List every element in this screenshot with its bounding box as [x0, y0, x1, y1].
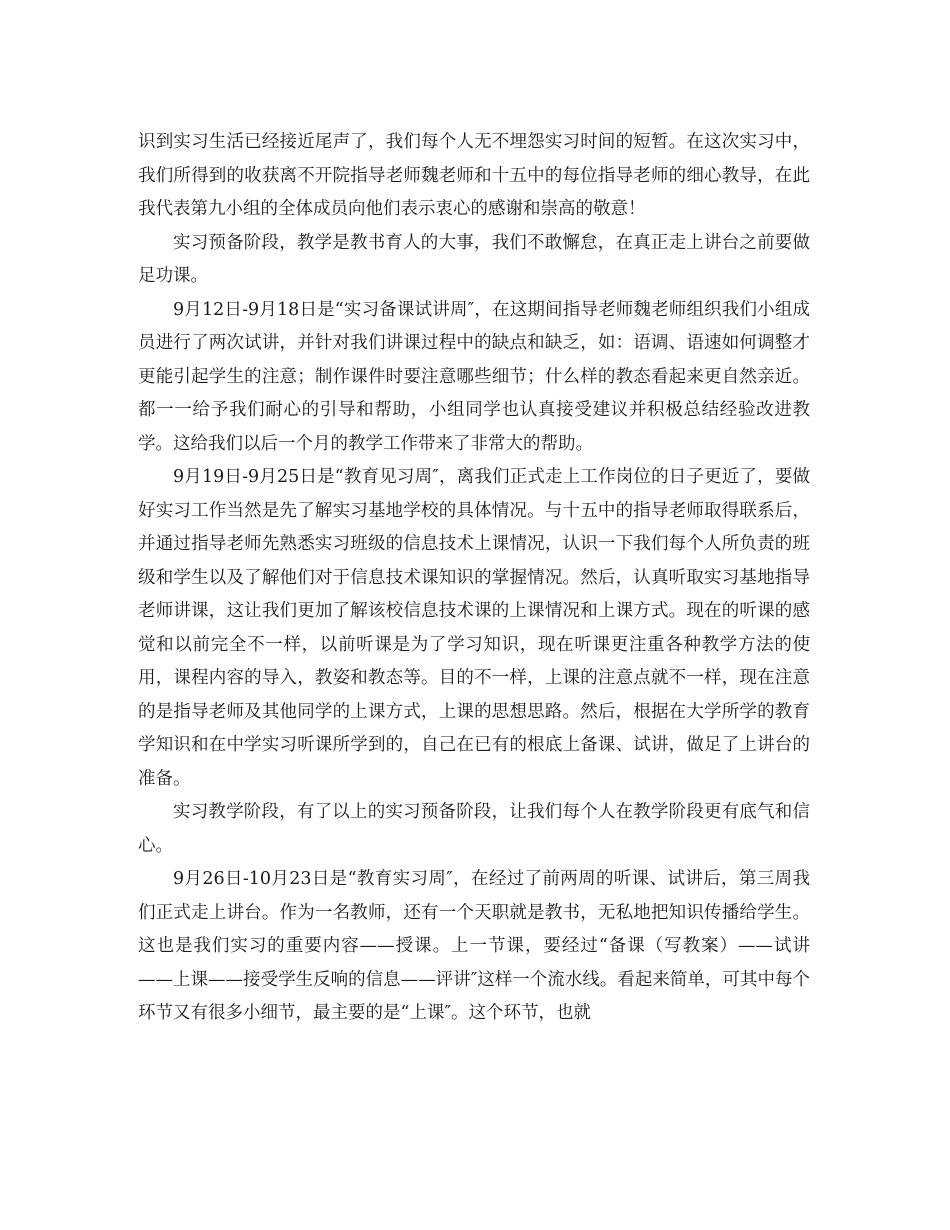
paragraph-trial-lecture-week: 9月12日-9月18日是“实习备课试讲周″，在这期间指导老师魏老师组织我们小组成员进行了两次试讲，并针对我们讲课过程中的缺点和缺乏，如：语调、语速如何调整才更能引起学生的注意；制作课件时要注意哪些细节；什么样的教态看起来更自然亲近。都一一给予我们耐心的引导和帮助，小组同学也认真接受建议并积极总结经验改进教学。这给我们以后一个月的教学工作带来了非常大的帮助。	[138, 299, 810, 454]
paragraph-practice-week: 9月26日-10月23日是“教育实习周″，在经过了前两周的听课、试讲后，第三周我们正式走上讲台。作为一名教师，还有一个天职就是教书，无私地把知识传播给学生。这也是我们实习的重要内容——授课。上一节课，要经过“备课（写教案）——试讲——上课——接受学生反响的信息——评讲″这样一个流水线。看起来简单，可其中每个环节又有很多小细节，最主要的是“上课″。这个环节，也就	[138, 869, 810, 1023]
paragraph-observation-week: 9月19日-9月25日是“教育见习周″，离我们正式走上工作岗位的日子更近了，要做好实习工作当然是先了解实习基地学校的具体情况。与十五中的指导老师取得联系后，并通过指导老师先熟悉实习班级的信息技术上课情况，认识一下我们每个人所负责的班级和学生以及了解他们对于信息技术课知识的掌握情况。然后，认真听取实习基地指导老师讲课，这让我们更加了解该校信息技术课的上课情况和上课方式。现在的听课的感觉和以前完全不一样，以前听课是为了学习知识，现在听课更注重各种教学方法的使用，课程内容的导入，教姿和教态等。目的不一样，上课的注意点就不一样，现在注意的是指导老师及其他同学的上课方式，上课的思想思路。然后，根据在大学所学的教育学知识和在中学实习听课所学到的，自己在已有的根底上备课、试讲，做足了上讲台的准备。	[138, 467, 810, 789]
paragraph-continuation: 识到实习生活已经接近尾声了，我们每个人无不埋怨实习时间的短暂。在这次实习中，我们所得到的收获离不开院指导老师魏老师和十五中的每位指导老师的细心教导，在此我代表第九小组的全体成员向他们表示衷心的感谢和崇高的敬意！	[138, 132, 810, 219]
document-body	[138, 126, 810, 1031]
paragraph-teaching-stage: 实习教学阶段，有了以上的实习预备阶段，让我们每个人在教学阶段更有底气和信心。	[138, 802, 810, 856]
paragraph-preparation-stage: 实习预备阶段，教学是教书育人的大事，我们不敢懈怠，在真正走上讲台之前要做足功课。	[138, 232, 810, 286]
